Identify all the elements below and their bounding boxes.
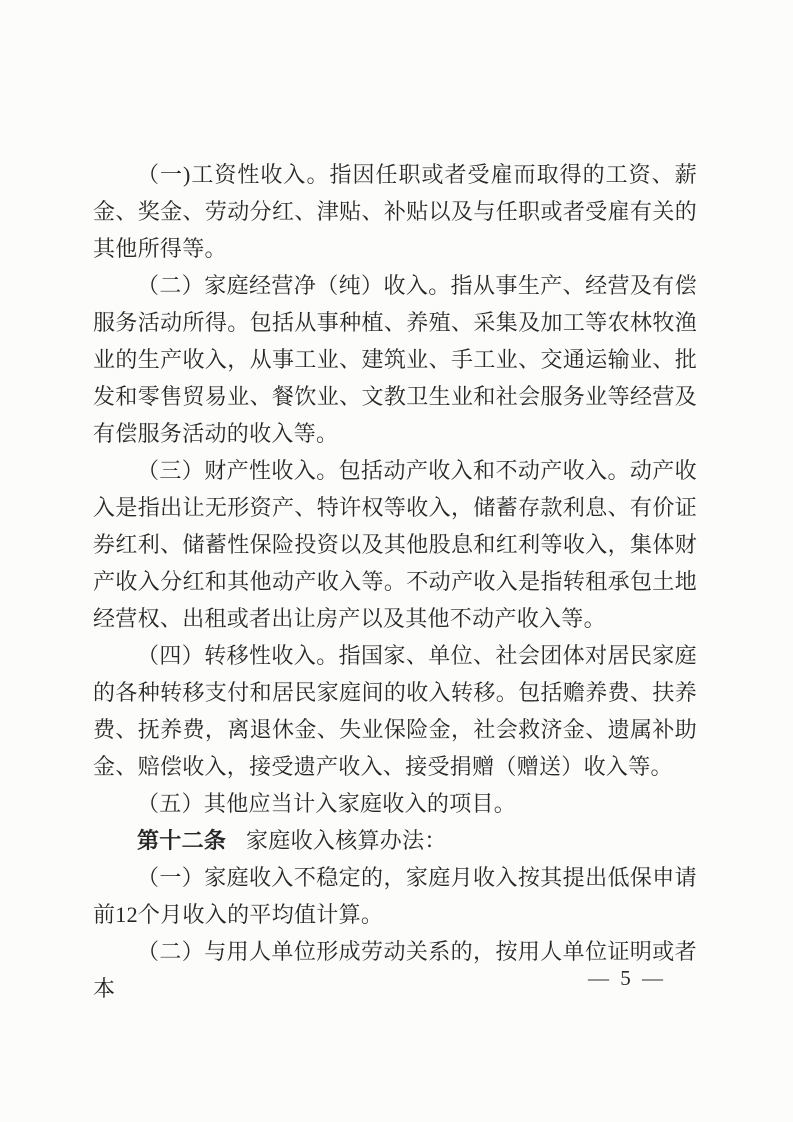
paragraph-income-family-business: （二）家庭经营净（纯）收入。指从事生产、经营及有偿服务活动所得。包括从事种植、养殖、采集及加工等农林牧渔业的生产收入，从事工业、建筑业、手工业、交通运输业、批发和零售贸易业、餐饮业、文教卫生业和社会服务业等经营及有偿服务活动的收入等。 — [93, 273, 697, 446]
paragraph-income-transfer: （四）转移性收入。指国家、单位、社会团体对居民家庭的各种转移支付和居民家庭间的收入转移。包括赡养费、扶养费、抚养费，离退休金、失业保险金，社会救济金、遗属补助金、赔偿收入，接受遗产收入、接受捐赠（赠送）收入等。 — [93, 643, 697, 779]
paragraph-income-property: （三）财产性收入。包括动产收入和不动产收入。动产收入是指出让无形资产、特许权等收入，储蓄存款利息、有价证券红利、储蓄性保险投资以及其他股息和红利等收入，集体财产收入分红和其他动产收入等。不动产收入是指转租承包土地经营权、出租或者出让房产以及其他不动产收入等。 — [93, 458, 697, 631]
article-12-number: 第十二条 — [137, 828, 227, 853]
article-12-item-2: （二）与用人单位形成劳动关系的，按用人单位证明或者本 — [93, 939, 697, 1001]
page-number: — 5 — — [588, 966, 666, 990]
document-body — [93, 156, 697, 1007]
article-12-title: 家庭收入核算办法： — [246, 828, 447, 853]
paragraph-income-wage: （一)工资性收入。指因任职或者受雇而取得的工资、薪金、奖金、劳动分红、津贴、补贴以及与任职或者受雇有关的其他所得等。 — [93, 162, 697, 261]
article-12-item-1: （一）家庭收入不稳定的，家庭月收入按其提出低保申请前12个月收入的平均值计算。 — [93, 865, 697, 927]
article-12-heading — [93, 822, 697, 859]
paragraph-income-other: （五）其他应当计入家庭收入的项目。 — [137, 791, 517, 816]
